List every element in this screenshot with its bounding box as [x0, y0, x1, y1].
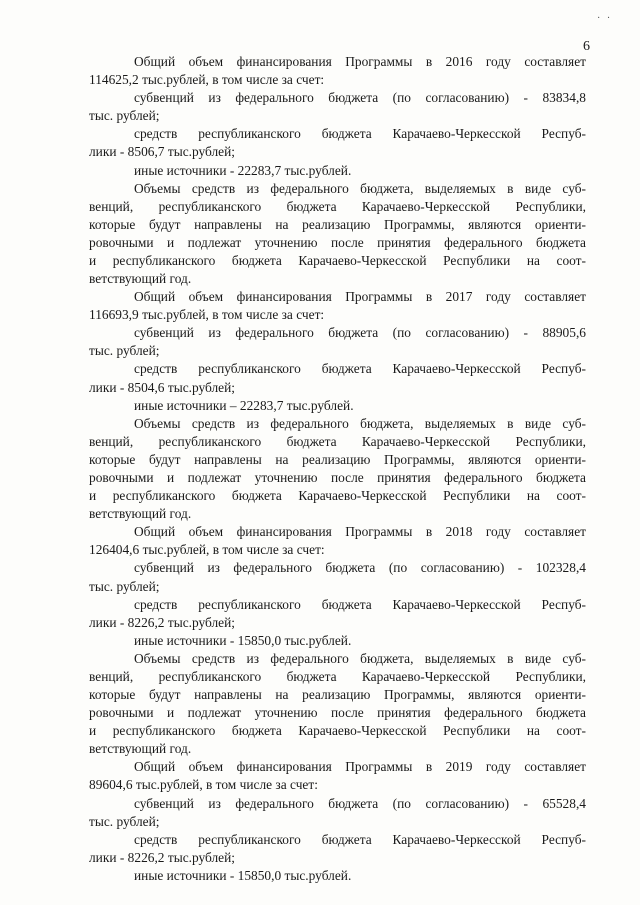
text-line: Общий объем финансирования Программы в 2017 году составляет	[134, 289, 586, 305]
text-line: средств республиканского бюджета Карачаево-Черкесской Респуб-	[134, 831, 586, 847]
text-line: иные источники - 15850,0 тыс.рублей.	[134, 867, 352, 883]
scan-corner-mark: · ·	[597, 13, 613, 24]
text-line: средств республиканского бюджета Карачаево-Черкесской Респуб-	[134, 361, 586, 377]
text-line: иные источники - 15850,0 тыс.рублей.	[134, 632, 352, 648]
text-line: и республиканского бюджета Карачаево-Черкесской Республики на соот-	[89, 723, 586, 739]
text-line: тыс. рублей;	[89, 578, 160, 594]
text-line: которые будут направлены на реализацию Программы, являются ориенти-	[89, 451, 586, 467]
text-line: венций, республиканского бюджета Карачаево-Черкесской Республики,	[89, 433, 586, 449]
page-number: 6	[583, 39, 590, 54]
text-line: иные источники – 22283,7 тыс.рублей.	[134, 397, 354, 413]
text-line: ветствующий год.	[89, 271, 192, 287]
text-line: 114625,2 тыс.рублей, в том числе за счет:	[89, 72, 325, 88]
text-line: лики - 8226,2 тыс.рублей;	[89, 849, 236, 865]
text-line: Объемы средств из федерального бюджета, выделяемых в виде суб-	[134, 650, 586, 666]
text-line: 126404,6 тыс.рублей, в том числе за счет:	[89, 542, 325, 558]
text-line: лики - 8226,2 тыс.рублей;	[89, 614, 236, 630]
text-line: 89604,6 тыс.рублей, в том числе за счет:	[89, 777, 318, 793]
text-line: ровочными и подлежат уточнению после принятия федерального бюджета	[89, 234, 586, 250]
text-line: Общий объем финансирования Программы в 2016 году составляет	[134, 54, 586, 69]
text-line: ровочными и подлежат уточнению после принятия федерального бюджета	[89, 470, 586, 485]
text-line: которые будут направлены на реализацию Программы, являются ориенти-	[89, 687, 586, 703]
text-line: тыс. рублей;	[89, 343, 160, 359]
text-line: которые будут направлены на реализацию Программы, являются ориенти-	[89, 216, 586, 232]
text-line: субвенций из федерального бюджета (по согласованию) - 83834,8	[134, 90, 586, 106]
text-line: лики - 8506,7 тыс.рублей;	[89, 144, 236, 160]
text-line: и республиканского бюджета Карачаево-Черкесской Республики на соот-	[89, 252, 586, 268]
text-line: Объемы средств из федерального бюджета, выделяемых в виде суб-	[134, 415, 586, 431]
text-line: тыс. рублей;	[89, 813, 160, 829]
text-line: субвенций из федерального бюджета (по согласованию) - 88905,6	[134, 325, 586, 341]
text-line: субвенций из федерального бюджета (по согласованию) - 102328,4	[134, 560, 586, 576]
text-line: тыс. рублей;	[89, 108, 160, 124]
text-line: венций, республиканского бюджета Карачаево-Черкесской Республики,	[89, 668, 586, 684]
text-line: ровочными и подлежат уточнению после принятия федерального бюджета	[89, 705, 586, 721]
text-line: Общий объем финансирования Программы в 2019 году составляет	[134, 759, 586, 775]
text-line: венций, республиканского бюджета Карачаево-Черкесской Республики,	[89, 198, 586, 214]
text-line: Объемы средств из федерального бюджета, выделяемых в виде суб-	[134, 180, 586, 196]
text-line: средств республиканского бюджета Карачаево-Черкесской Респуб-	[134, 126, 586, 142]
text-line: ветствующий год.	[89, 506, 192, 522]
text-line: и республиканского бюджета Карачаево-Черкесской Республики на соот-	[89, 488, 586, 504]
text-line: ветствующий год.	[89, 741, 192, 757]
text-line: лики - 8504,6 тыс.рублей;	[89, 379, 236, 395]
text-line: Общий объем финансирования Программы в 2018 году составляет	[134, 524, 586, 540]
text-line: средств республиканского бюджета Карачаево-Черкесской Респуб-	[134, 596, 586, 612]
text-line: 116693,9 тыс.рублей, в том числе за счет:	[89, 307, 325, 323]
text-line: иные источники - 22283,7 тыс.рублей.	[134, 162, 352, 178]
text-line: субвенций из федерального бюджета (по согласованию) - 65528,4	[134, 795, 586, 811]
